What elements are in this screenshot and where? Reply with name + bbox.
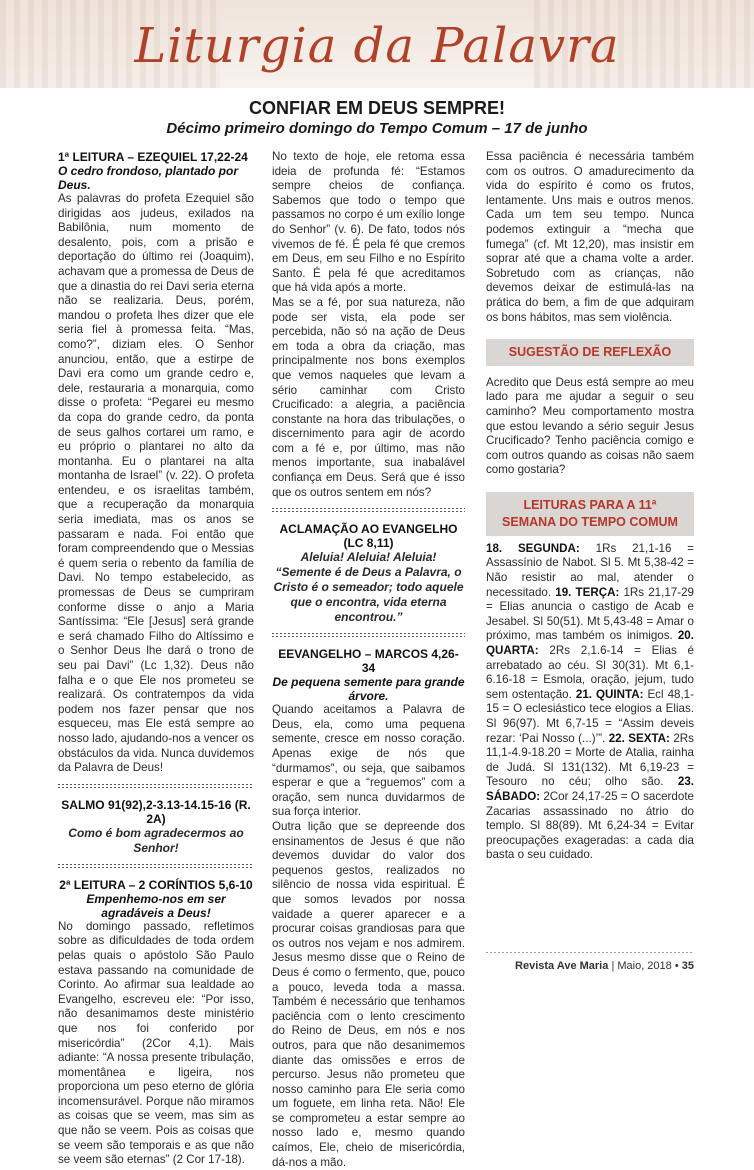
reading1-subheading: O cedro frondoso, plantado por Deus. (58, 164, 238, 192)
footer-magazine-name: Revista Ave Maria (515, 960, 609, 972)
section-divider (272, 506, 465, 514)
reading-day-21-label: 21. QUINTA: (575, 687, 648, 701)
gospel-text-3: Essa paciência é necessária também com os outros. O amadurecimento da vida do espírito é como os frutos, lentamente. Uns mais e outros menos. Cada um tem seu tempo. Nunca podemos extinguir a “mecha que fumega” (cf. Mt 12,20), mas insistir em soprar até que a chama volte a arder. Sobretudo com as crianças, não devemos deixar de estimulá-las na prática do bem, a fim de que adquiram os bons hábitos, mas sem violência. (486, 150, 694, 324)
column-3 (486, 150, 694, 863)
footer-divider (486, 952, 694, 953)
reflection-text: Acredito que Deus está sempre ao meu lado para me ajudar a seguir o seu caminho? Meu comportamento mostra que estou levando a sério seguir Jesus Crucificado? Tenho paciência comigo e com outros quando as coisas não saem como gostaria? (486, 375, 694, 477)
reflection-heading: SUGESTÃO DE REFLEXÃO (486, 339, 694, 366)
page-number: 35 (681, 960, 694, 972)
reading-day-23-text: 2Cor 24,17-25 = O sacerdote Zacarias assassinado no átrio do templo. Sl 88(89). Mt 6,24-34 = Evitar preocupações exageradas: a cada dia basta o seu cuidado. (486, 789, 694, 862)
article-title: CONFIAR EM DEUS SEMPRE! (248, 98, 506, 118)
reading1-text: As palavras do profeta Ezequiel são dirigidas aos judeus, exilados na Babilônia, num momento de desalento, pois, com a prisão e deportação do último rei (Joaquim), achavam que a promessa de Deus de que a dinastia do rei Davi seria eterna não se realizaria. Deus, porém, mandou o profeta lhes dizer que ele seria fiel à promessa feita. “Mas, como?”, diziam eles. O Senhor anunciou, então, que a estirpe de Davi era como um grande cedro e, dele, restauraria a monarquia, como disse o profeta: “Pegarei eu mesmo da copa do grande cedro, da ponta de seus galhos cortarei um ramo, e eu próprio o plantarei no alto da montanha. Eu o plantarei na alta montanha de Israel” (v. 22). O profeta entendeu, e os israelitas também, que a recuperação da monarquia seria imediata, mas os anos se passaram e nada. Foi então que foram compreendendo que o Messias é quem seria o rebento da família de Davi. No tempo estabelecido, as promessas de Deus se cumpriram conforme disse o anjo a Maria Santíssima: “Ele [Jesus] será grande e será chamado Filho do Altíssimo e o Senhor Deus lhe dará o trono de seu pai Davi” (Lc 1,32). Deus não falha e o que Ele nos prometeu se realizará. Os contratempos da vida podem nos fazer pensar que nos esqueceu, mas Ele está sempre ao nosso lado, ajudando-nos a vencer os obstáculos da vida. Nunca duvidemos da Palavra de Deus! (58, 192, 254, 775)
reading-day-21-text: Ecl 48,1-15 = O eclesiástico tece elogios a Elias. Sl 96(97). Mt 6,7-15 = “Assim deveis rezar: ‘Pai Nosso (...)’”. (486, 687, 694, 745)
readings-heading (486, 492, 694, 536)
gospel-subheading: De pequena semente para grande árvore. (272, 675, 465, 704)
reading2-subheading: Empenhemo-nos em ser agradáveis a Deus! (86, 891, 226, 920)
reading-day-22-label: 22. SEXTA: (608, 731, 674, 745)
reading1-heading: 1ª LEITURA – EZEQUIEL 17,22-24 (58, 150, 248, 164)
acclamation-line-1: Aleluia! Aleluia! Aleluia! (300, 550, 437, 565)
reading-day-19-text: 1Rs 21,17-29 = Elias anuncia o castigo de Acab e Jesabel. Sl 50(51). Mt 5,43-48 = Amar o próximo, mas também os inimigos. (486, 585, 694, 643)
column-2 (272, 150, 465, 1170)
reading-day-23-label: 23. SÁBADO: (486, 775, 694, 803)
section-title: Liturgia da Palavra (134, 18, 620, 74)
reading-day-20-label: 20. QUARTA: (486, 629, 694, 658)
reading-day-18-text: 1Rs 21,1-16 = Assassínio de Nabot. Sl 5. Mt 5,38-42 = Não resistir ao mal, atender o necessitado. (486, 541, 694, 599)
reading2-heading: 2ª LEITURA – 2 CORÍNTIOS 5,6-10 (59, 877, 253, 892)
psalm-heading: SALMO 91(92),2-3.13-14.15-16 (R. 2A) (61, 797, 251, 826)
column-1 (58, 150, 254, 1168)
article-subtitle: Décimo primeiro domingo do Tempo Comum – 17 de junho (166, 120, 588, 137)
acclamation-line-2: “Semente é de Deus a Palavra, o Cristo é o semeador; todo aquele que o encontra, vida eterna encontrou.” (273, 565, 464, 625)
readings-list (486, 542, 694, 863)
reading2-text: No domingo passado, refletimos sobre as dificuldades de toda ordem pelas quais o apóstolo São Paulo estava passando na comunidade de Corinto. Ao afirmar sua lealdade ao Evangelho, escreveu ele: “Por isso, não desanimamos deste ministério que nos foi conferido por misericórdia” (2Cor 4,1). Mais adiante: “A nossa presente tribulação, momentânea e ligeira, nos proporciona um peso eterno de glória incomensurável. Porque não miramos as coisas que se veem, mas sim as que não se veem. Pois as coisas que se veem são temporais e as que não se veem são eternas” (2 Cor 17-18). (58, 919, 254, 1167)
gospel-text-2: Outra lição que se depreende dos ensinamentos de Jesus é que não devemos duvidar do valor dos pequenos gestos, realizados no silêncio de nossa vida espiritual. É que somos levados por nossa vaidade a querer aparecer e a procurar coisas grandiosas para que os outros nos vejam e nos admirem. Jesus mesmo disse que o Reino de Deus é como o fermento, que, pouco a pouco, leveda toda a massa. Também é necessário que tenhamos paciência com o lento crescimento do Reino de Deus, em nós e nos outros, para que não desanimemos diante das omissões e erros de percurso. Jesus não prometeu que nosso caminho para Ele seria como um foguete, em linha reta. Não! Ele se comprometeu a estar sempre ao nosso lado e, mesmo quando caímos, Ele, cheio de misericórdia, dá-nos a mão. (272, 820, 465, 1169)
reading2-text-2: No texto de hoje, ele retoma essa ideia de profunda fé: “Estamos sempre cheios de confiança. Sabemos que todo o tempo que passamos no corpo é um exílio longe do Senhor” (v. 6). De fato, todos nós vivemos de fé. É pela fé que cremos em Deus, em seu Filho e no Espírito Santo. É pela fé que acreditamos que há vida após a morte. (272, 150, 465, 295)
page-footer (515, 960, 694, 972)
readings-heading-line-2: SEMANA DO TEMPO COMUM (502, 514, 678, 529)
reading-day-19-label: 19. TERÇA: (555, 585, 624, 599)
gospel-text: Quando aceitamos a Palavra de Deus, ela, como uma pequena semente, cresce em nosso coração. Apenas exige de nós que “durmamos”, ou seja, que saibamos esperar e que a “reguemos” com a oração, sem nunca duvidarmos de sua força interior. (272, 703, 465, 819)
gospel-heading: EEVANGELHO – MARCOS 4,26-34 (278, 647, 459, 676)
reading2-text-3: Mas se a fé, por sua natureza, não pode ser vista, ela pode ser percebida, não só na ação de Deus em toda a obra da criação, mas principalmente nos bons exemplos que vemos naqueles que levam a sério caminhar com Cristo Crucificado: a alegria, a paciência constante na hora das tribulações, o discernimento para agir de acordo com a fé e, por último, mas não menos importante, sua inabalável confiança em Deus. Será que é isso que os outros sentem em nós? (272, 295, 465, 499)
reading-day-22-text: 2Rs 11,1-4.9-18.20 = Morte de Atalia, rainha de Judá. Sl 131(132). Mt 6,19-23 = Tesouro no céu; olho são. (486, 731, 694, 789)
footer-date: | Maio, 2018 • (611, 960, 679, 972)
section-divider (58, 862, 254, 870)
psalm-response: Como é bom agradecermos ao Senhor! (68, 825, 244, 855)
section-divider (272, 631, 465, 639)
readings-heading-line-1: LEITURAS PARA A 11ª (523, 497, 657, 512)
section-divider (58, 782, 254, 790)
reading-day-20-text: 2Rs 2,1.6-14 = Elias é arrebatado ao céu. Sl 30(31). Mt 6,1-6.16-18 = Esmola, oração, jejum, tudo sem ostentação. (486, 644, 694, 701)
acclamation-heading: ACLAMAÇÃO AO EVANGELHO (LC 8,11) (279, 522, 458, 551)
reading-day-18-label: 18. SEGUNDA: (486, 541, 596, 555)
page-header-banner (0, 0, 754, 88)
